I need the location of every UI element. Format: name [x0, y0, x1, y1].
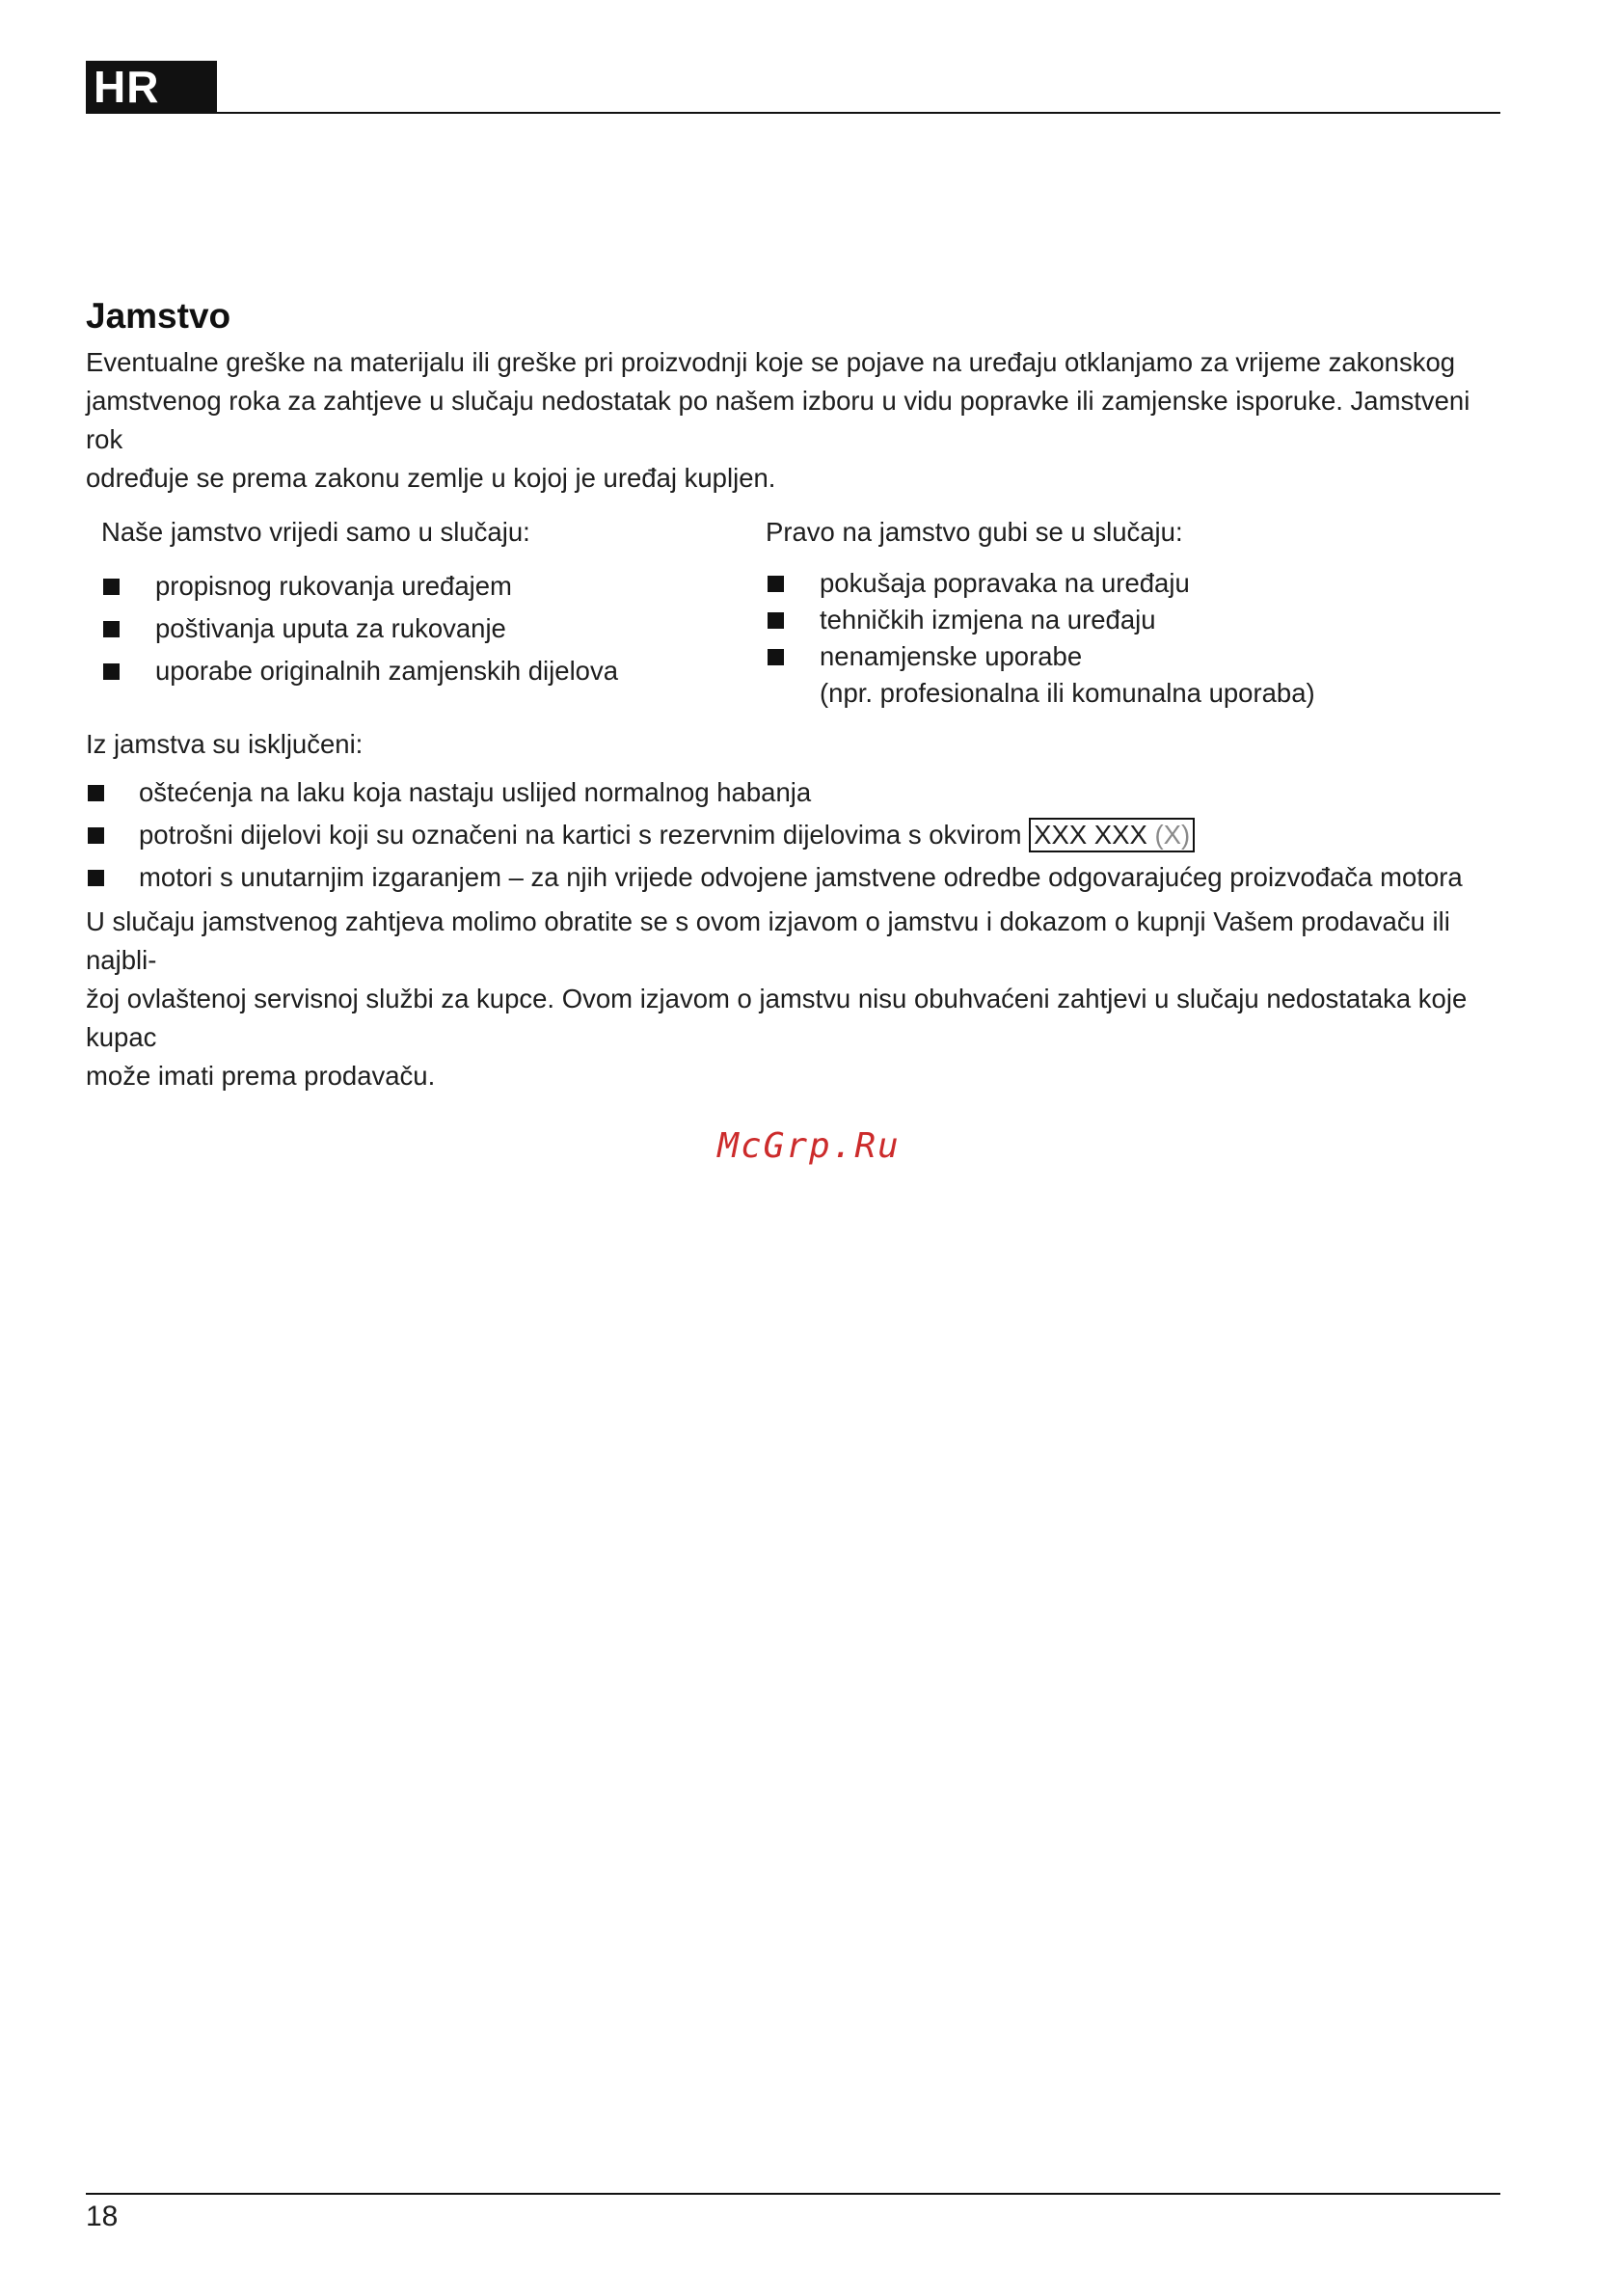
closing-line: U slučaju jamstvenog zahtjeva molimo obratite se s ovom izjavom o jamstvu i dokazom o kupnji Vašem prodavaču ili najbli- — [86, 906, 1450, 975]
list-item — [86, 814, 1500, 856]
list-item-text: nenamjenske uporabe — [820, 641, 1083, 671]
warranty-section — [86, 289, 1500, 1095]
excluded-heading: Iz jamstva su isključeni: — [86, 729, 364, 759]
list-item — [101, 608, 766, 650]
square-bullet-icon — [768, 576, 784, 592]
excluded-list — [86, 771, 1500, 899]
list-item-text: uporabe originalnih zamjenskih dijelova — [155, 656, 619, 686]
closing-paragraph — [86, 903, 1500, 1095]
valid-conditions — [86, 513, 766, 712]
square-bullet-icon — [103, 663, 120, 680]
intro-line: jamstvenog roka za zahtjeve u slučaju nedostatak po našem izboru u vidu popravke ili zamjenske isporuke. Jamstveni rok — [86, 386, 1470, 454]
part-code-suffix: (X) — [1154, 820, 1191, 850]
list-item-text: pokušaja popravaka na uređaju — [820, 568, 1190, 598]
footer-divider — [86, 2193, 1500, 2195]
square-bullet-icon — [103, 621, 120, 637]
watermark-text: McGrp.Ru — [717, 1126, 901, 1166]
intro-line: određuje se prema zakonu zemlje u kojoj je uređaj kupljen. — [86, 463, 776, 493]
usage-note: (npr. profesionalna ili komunalna uporaba) — [820, 678, 1315, 708]
closing-line: može imati prema prodavaču. — [86, 1061, 436, 1091]
void-conditions-list — [766, 565, 1500, 712]
list-item — [101, 565, 766, 608]
list-item-text: potrošni dijelovi koji su označeni na kartici s rezervnim dijelovima s okvirom — [139, 820, 1022, 850]
language-badge: HR — [86, 61, 217, 114]
part-code: XXX XXX — [1034, 820, 1147, 850]
closing-line: žoj ovlaštenoj servisnoj službi za kupce. Ovom izjavom o jamstvu nisu obuhvaćeni zahtjevi u slučaju nedostataka koje kupac — [86, 984, 1468, 1052]
list-item — [766, 638, 1500, 712]
list-item-text: propisnog rukovanja uređajem — [155, 571, 512, 601]
header-divider — [86, 112, 1500, 114]
list-item — [766, 602, 1500, 638]
square-bullet-icon — [103, 579, 120, 595]
square-bullet-icon — [768, 649, 784, 665]
square-bullet-icon — [88, 827, 104, 844]
section-title: Jamstvo — [86, 296, 231, 336]
conditions-columns — [86, 513, 1500, 712]
list-item — [766, 565, 1500, 602]
list-item-text: tehničkih izmjena na uređaju — [820, 605, 1156, 635]
valid-conditions-heading: Naše jamstvo vrijedi samo u slučaju: — [101, 517, 530, 547]
part-code-box — [1029, 818, 1195, 852]
void-conditions — [766, 513, 1500, 712]
void-conditions-heading: Pravo na jamstvo gubi se u slučaju: — [766, 517, 1183, 547]
list-item — [101, 650, 766, 692]
intro-paragraph — [86, 343, 1500, 498]
list-item-text: oštećenja na laku koja nastaju uslijed normalnog habanja — [139, 777, 812, 807]
valid-conditions-list — [101, 565, 766, 692]
square-bullet-icon — [88, 785, 104, 801]
page-number: 18 — [86, 2201, 119, 2232]
list-item-text: motori s unutarnjim izgaranjem – za njih vrijede odvojene jamstvene odredbe odgovarajućeg proizvođača motora — [139, 862, 1463, 892]
list-item — [86, 856, 1500, 899]
intro-line: Eventualne greške na materijalu ili greške pri proizvodnji koje se pojave na uređaju otklanjamo za vrijeme zakonskog — [86, 347, 1456, 377]
square-bullet-icon — [768, 612, 784, 629]
list-item-text: poštivanja uputa za rukovanje — [155, 613, 506, 643]
square-bullet-icon — [88, 870, 104, 886]
list-item — [86, 771, 1500, 814]
